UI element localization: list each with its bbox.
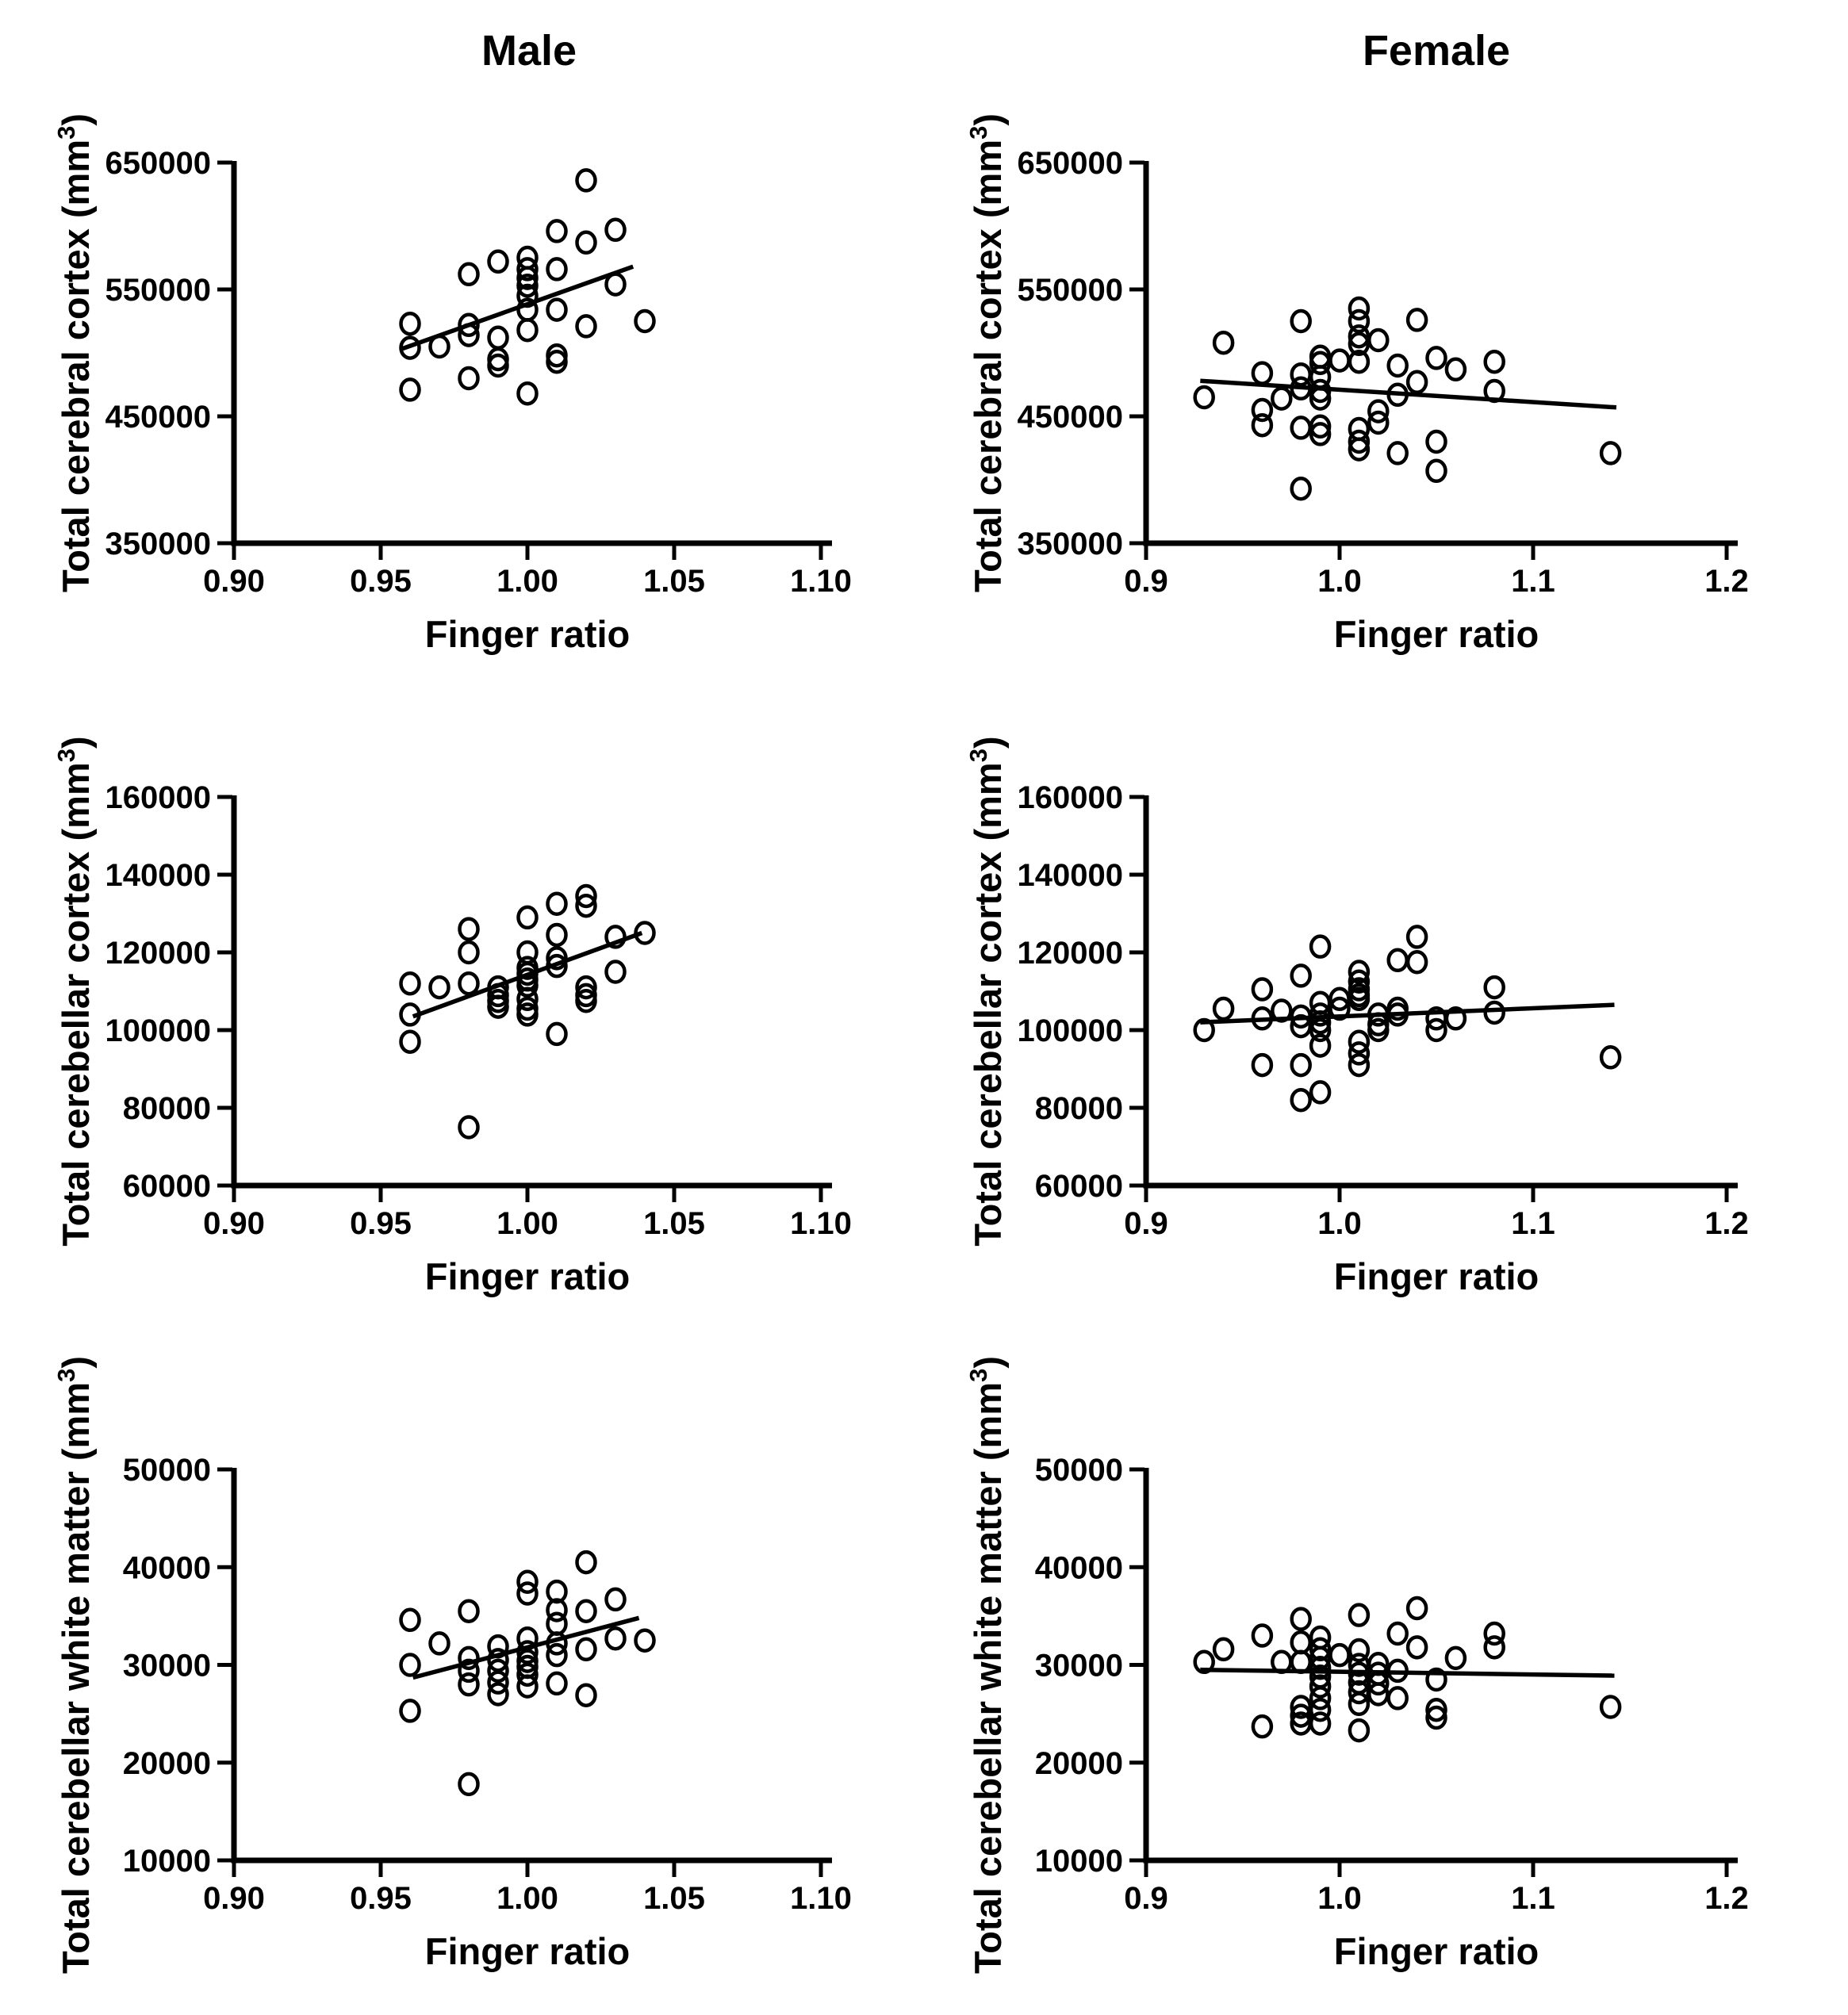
- x-tick-label: 1.05: [643, 1206, 705, 1241]
- y-tick-label: 60000: [1034, 1169, 1123, 1204]
- x-tick-label: 1.1: [1511, 564, 1555, 599]
- x-tick-label: 0.95: [350, 1206, 412, 1241]
- y-tick-label: 60000: [122, 1169, 211, 1204]
- y-tick-label: 50000: [1034, 1453, 1123, 1488]
- y-axis-title: Total cerebellar white matter $(mm^3)$: [964, 1355, 1009, 1975]
- x-axis-title: Finger ratio: [424, 613, 631, 655]
- x-tick-label: 1.05: [643, 564, 705, 599]
- x-tick-label: 1.0: [1317, 1206, 1362, 1241]
- y-tick-label: 120000: [1017, 936, 1123, 971]
- x-tick-label: 1.2: [1704, 564, 1749, 599]
- x-axis-title: Finger ratio: [1333, 613, 1539, 655]
- y-tick-label: 50000: [122, 1453, 211, 1488]
- y-tick-label: 40000: [1034, 1550, 1123, 1586]
- x-axis-title: Finger ratio: [1333, 1255, 1539, 1297]
- y-tick-label: 450000: [105, 400, 211, 435]
- y-tick-label: 10000: [122, 1844, 211, 1879]
- y-tick-label: 140000: [1017, 858, 1123, 893]
- x-tick-label: 1.10: [790, 1881, 852, 1916]
- y-axis-title: Total cerebellar cortex $(mm^3)$: [52, 736, 97, 1247]
- y-tick-label: 40000: [122, 1550, 211, 1586]
- y-tick-label: 550000: [105, 273, 211, 308]
- x-tick-label: 1.2: [1704, 1206, 1749, 1241]
- panel-title: Female: [1362, 27, 1511, 75]
- x-tick-label: 1.05: [643, 1881, 705, 1916]
- x-tick-label: 1.1: [1511, 1206, 1555, 1241]
- y-axis-title: Total cerebellar white matter $(mm^3)$: [52, 1355, 97, 1975]
- y-tick-label: 350000: [1017, 527, 1123, 561]
- y-tick-label: 650000: [1017, 146, 1123, 181]
- y-tick-label: 450000: [1017, 400, 1123, 435]
- x-tick-label: 1.0: [1317, 1881, 1362, 1916]
- y-tick-label: 650000: [105, 146, 211, 181]
- x-tick-label: 1.10: [790, 564, 852, 599]
- x-tick-label: 1.0: [1317, 564, 1362, 599]
- y-tick-label: 20000: [122, 1745, 211, 1781]
- y-tick-label: 350000: [105, 527, 211, 561]
- x-tick-label: 1.00: [497, 564, 558, 599]
- panel-title: Male: [481, 27, 577, 75]
- x-axis-title: Finger ratio: [424, 1255, 631, 1297]
- y-tick-label: 100000: [105, 1013, 211, 1048]
- y-axis-title: Total cerebellar cortex $(mm^3)$: [964, 736, 1009, 1247]
- x-tick-label: 0.9: [1124, 564, 1168, 599]
- y-tick-label: 80000: [122, 1091, 211, 1126]
- y-tick-label: 120000: [105, 936, 211, 971]
- x-tick-label: 1.10: [790, 1206, 852, 1241]
- y-tick-label: 160000: [105, 780, 211, 815]
- y-axis-title: Total cerebral cortex $(mm^3)$: [964, 113, 1009, 593]
- x-axis-title: Finger ratio: [424, 1930, 631, 1972]
- x-tick-label: 1.2: [1704, 1881, 1749, 1916]
- y-tick-label: 140000: [105, 858, 211, 893]
- x-tick-label: 1.1: [1511, 1881, 1555, 1916]
- y-tick-label: 550000: [1017, 273, 1123, 308]
- y-tick-label: 10000: [1034, 1844, 1123, 1879]
- x-tick-label: 0.90: [203, 564, 265, 599]
- y-axis-title: Total cerebral cortex $(mm^3)$: [52, 113, 97, 593]
- x-tick-label: 0.95: [350, 1881, 412, 1916]
- x-tick-label: 0.90: [203, 1206, 265, 1241]
- y-tick-label: 100000: [1017, 1013, 1123, 1048]
- x-tick-label: 0.9: [1124, 1206, 1168, 1241]
- y-tick-label: 20000: [1034, 1745, 1123, 1781]
- x-axis-title: Finger ratio: [1333, 1930, 1539, 1972]
- x-tick-label: 0.9: [1124, 1881, 1168, 1916]
- y-tick-label: 160000: [1017, 780, 1123, 815]
- x-tick-label: 1.00: [497, 1206, 558, 1241]
- y-tick-label: 80000: [1034, 1091, 1123, 1126]
- x-tick-label: 1.00: [497, 1881, 558, 1916]
- x-tick-label: 0.95: [350, 564, 412, 599]
- y-tick-label: 30000: [122, 1648, 211, 1684]
- y-tick-label: 30000: [1034, 1648, 1123, 1684]
- x-tick-label: 0.90: [203, 1881, 265, 1916]
